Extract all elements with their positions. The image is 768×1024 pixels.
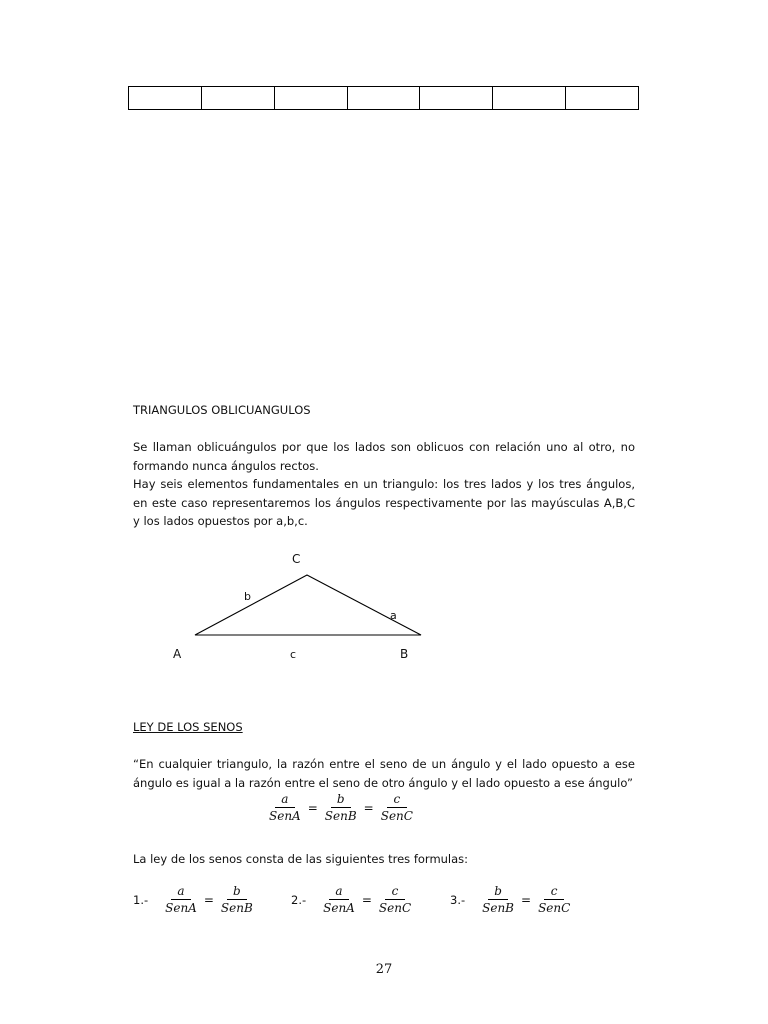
law-quote: “En cualquier triangulo, la razón entre el seno de un ángulo y el lado opuesto a ese ángulo es igual a la razón entre el seno de otro ángulo y el lado opuesto a ese ángulo” bbox=[133, 757, 635, 790]
equals-sign: = bbox=[363, 800, 374, 815]
numerator: b bbox=[488, 884, 508, 900]
denominator: SenA bbox=[323, 901, 355, 915]
main-formula bbox=[264, 792, 418, 823]
fraction bbox=[322, 792, 360, 823]
denominator: SenA bbox=[269, 809, 301, 823]
side-a-label: a bbox=[390, 609, 397, 622]
paragraph1-text: Se llaman oblicuángulos por que los lados son oblicuos con relación uno al otro, no formando nunca ángulos rectos. bbox=[133, 440, 635, 473]
law-title: LEY DE LOS SENOS bbox=[133, 720, 243, 734]
denominator: SenC bbox=[538, 901, 571, 915]
numerator: c bbox=[387, 792, 407, 808]
fraction bbox=[535, 884, 573, 915]
equals-sign: = bbox=[203, 892, 214, 907]
fraction bbox=[266, 792, 304, 823]
numerator: c bbox=[544, 884, 564, 900]
fraction bbox=[376, 884, 414, 915]
numerator: b bbox=[331, 792, 351, 808]
equals-sign: = bbox=[361, 892, 372, 907]
side-b-label: b bbox=[244, 590, 251, 603]
formula-2 bbox=[291, 884, 416, 915]
numerator: a bbox=[329, 884, 349, 900]
intro-formulas: La ley de los senos consta de las siguientes tres formulas: bbox=[133, 852, 469, 866]
fraction bbox=[378, 792, 416, 823]
equals-sign: = bbox=[307, 800, 318, 815]
denominator: SenC bbox=[378, 901, 412, 915]
numerator: a bbox=[275, 792, 295, 808]
vertex-a-label: A bbox=[173, 647, 182, 661]
section-title: TRIANGULOS OBLICUANGULOS bbox=[133, 403, 311, 417]
numerator: a bbox=[171, 884, 191, 900]
denominator: SenB bbox=[482, 901, 514, 915]
fraction bbox=[320, 884, 358, 915]
fraction bbox=[162, 884, 200, 915]
vertex-b-label: B bbox=[400, 647, 409, 661]
numerator: b bbox=[227, 884, 247, 900]
formula-label: 1.- bbox=[133, 892, 149, 907]
paragraph2-text: Hay seis elementos fundamentales en un triangulo: los tres lados y los tres ángulos, en este caso representaremos los ángulos respectivamente por las mayúsculas A,B,C y los lados opuestos por a,b,c. bbox=[133, 477, 635, 528]
formula-1 bbox=[133, 884, 258, 915]
denominator: SenB bbox=[324, 809, 357, 823]
denominator: SenC bbox=[380, 809, 413, 823]
formula-label: 2.- bbox=[291, 892, 307, 907]
denominator: SenB bbox=[220, 901, 253, 915]
page-number: 27 bbox=[375, 962, 393, 977]
fraction bbox=[479, 884, 517, 915]
numerator: c bbox=[385, 884, 405, 900]
vertex-c-label: C bbox=[292, 552, 301, 566]
formula-label: 3.- bbox=[450, 892, 466, 907]
formula-3 bbox=[450, 884, 575, 915]
fraction bbox=[218, 884, 256, 915]
equals-sign: = bbox=[521, 892, 532, 907]
denominator: SenA bbox=[165, 901, 197, 915]
side-c-label: c bbox=[290, 648, 297, 661]
triangle-shape bbox=[195, 575, 421, 635]
